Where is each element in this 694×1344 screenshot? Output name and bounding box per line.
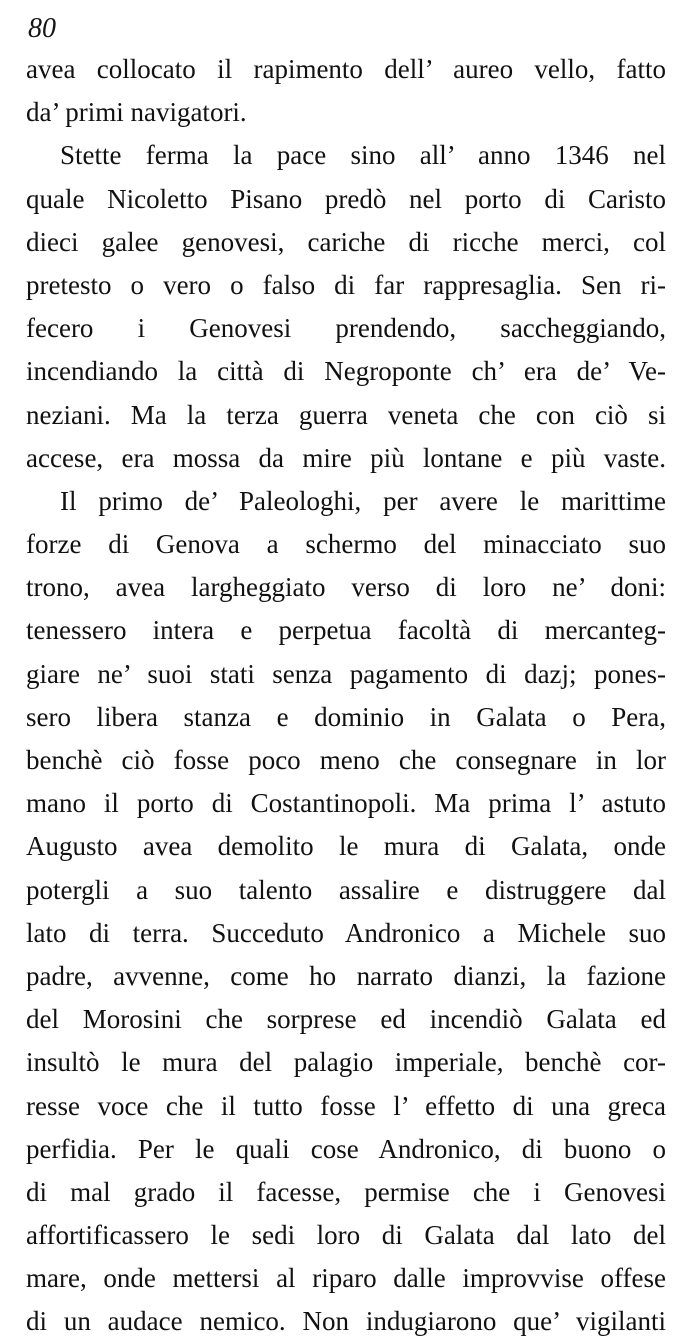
text-line: del Morosini che sorprese ed incendiò Galata ed (26, 1004, 666, 1035)
text-line: neziani. Ma la terza guerra veneta che con ciò si (26, 399, 666, 430)
text-line: insultò le mura del palagio imperiale, benchè cor- (26, 1047, 666, 1078)
text-line: resse voce che il tutto fosse l’ effetto di una greca (26, 1090, 666, 1121)
text-line: di un audace nemico. Non indugiarono que’ vigilanti (26, 1306, 666, 1337)
text-line: mano il porto di Costantinopoli. Ma prima l’ astuto (26, 788, 666, 819)
text-line: potergli a suo talento assalire e distruggere dal (26, 874, 666, 905)
text-line: affortificassero le sedi loro di Galata dal lato del (26, 1220, 666, 1251)
text-line: giare ne’ suoi stati senza pagamento di dazj; pones- (26, 658, 666, 689)
paragraph-start-line: Stette ferma la pace sino all’ anno 1346 nel (60, 140, 666, 171)
text-line: Augusto avea demolito le mura di Galata, onde (26, 831, 666, 862)
text-line: pretesto o vero o falso di far rappresaglia. Sen ri- (26, 269, 666, 300)
text-line: incendiando la città di Negroponte ch’ era de’ Ve- (26, 356, 666, 387)
text-line: quale Nicoletto Pisano predò nel porto di Caristo (26, 183, 666, 214)
text-line: trono, avea largheggiato verso di loro ne’ doni: (26, 572, 666, 603)
text-line: avea collocato il rapimento dell’ aureo vello, fatto (26, 54, 666, 84)
text-line: perfidia. Per le quali cose Andronico, di buono o (26, 1133, 666, 1164)
paragraph-start-line: Il primo de’ Paleologhi, per avere le marittime (60, 485, 666, 516)
text-line: padre, avvenne, come ho narrato dianzi, la fazione (26, 960, 666, 991)
text-line: fecero i Genovesi prendendo, saccheggiando, (26, 313, 666, 344)
text-line: sero libera stanza e dominio in Galata o Pera, (26, 701, 666, 732)
text-line: forze di Genova a schermo del minacciato suo (26, 529, 666, 560)
text-line: tenessero intera e perpetua facoltà di mercanteg- (26, 615, 666, 646)
text-line: lato di terra. Succeduto Andronico a Michele suo (26, 917, 666, 948)
text-line: mare, onde mettersi al riparo dalle improvvise offese (26, 1263, 666, 1294)
text-line: di mal grado il facesse, permise che i Genovesi (26, 1176, 666, 1207)
text-line: dieci galee genovesi, cariche di ricche merci, col (26, 226, 666, 257)
text-line: benchè ciò fosse poco meno che consegnare in lor (26, 745, 666, 775)
text-line: da’ primi navigatori. (26, 97, 247, 128)
text-line: accese, era mossa da mire più lontane e più vaste. (26, 442, 666, 473)
body-text (26, 48, 666, 1344)
page-number: 80 (28, 13, 56, 44)
